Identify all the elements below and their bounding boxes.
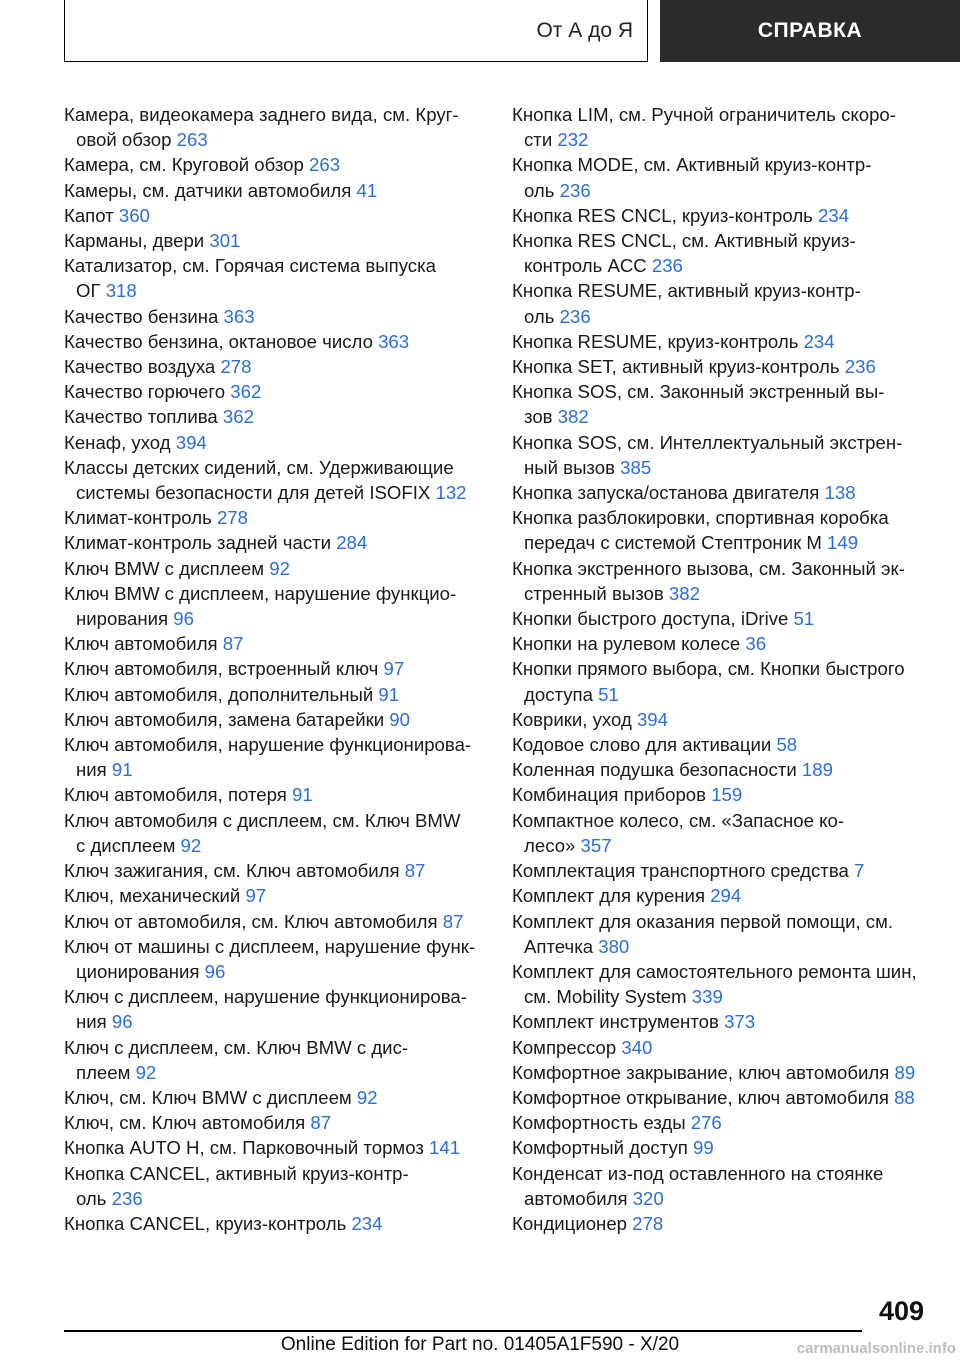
page-link[interactable]: 320 [632,1187,664,1209]
index-entry [512,228,952,278]
index-entry-text: Кнопка AUTO H, см. Парковочный тормоз [64,1137,430,1159]
index-entry [512,656,952,706]
index-entry-text: Кнопки быстрого доступа, iDrive [512,608,794,630]
index-entry [64,808,504,858]
index-entry [512,732,952,757]
index-entry-text: ционирования [76,960,205,982]
index-entry-text: Ключ автомобиля, нарушение функционирова- [64,734,472,756]
index-entry [512,1060,952,1085]
index-entry [64,934,504,984]
index-entry-text: Ключ зажигания, см. Ключ автомобиля [64,860,405,882]
index-entry-text: Камера, см. Круговой обзор [64,154,310,176]
index-entry [512,909,952,959]
page-link[interactable]: 236 [559,305,591,327]
index-entry-text: Кнопка RES CNCL, круиз-контроль [512,204,819,226]
page-link[interactable]: 236 [559,179,591,201]
index-column-right [512,102,952,1236]
index-entry-text: Комплект инструментов [512,1011,725,1033]
page-link[interactable]: 236 [651,255,683,277]
index-entry [64,203,504,228]
index-entry-text: Классы детских сидений, см. Удерживающие [64,456,454,478]
index-entry [512,1110,952,1135]
page-link[interactable]: 51 [793,608,815,630]
index-entry-text: нирования [76,608,174,630]
index-entry [512,1161,952,1211]
index-entry-text: Комфортное открывание, ключ автомобиля [512,1086,895,1108]
page-link[interactable]: 234 [818,204,850,226]
index-entry-text: Качество бензина, октановое число [64,330,379,352]
page-link[interactable]: 149 [827,532,859,554]
index-entry-text: овой обзор [76,129,177,151]
page-link[interactable]: 294 [710,885,742,907]
index-entry [512,278,952,328]
index-entry-text: Комбинация приборов [512,784,712,806]
index-entry-text: Камеры, см. датчики автомобиля [64,179,357,201]
page-link[interactable]: 278 [216,507,248,529]
index-entry-text: Капот [64,204,119,226]
index-entry [512,203,952,228]
index-entry [64,1110,504,1135]
index-entry-text: Ключ от автомобиля, см. Ключ автомобиля [64,910,443,932]
index-entry-text: Комплектация транспортного средства [512,860,854,882]
index-entry-text: Качество бензина [64,305,224,327]
index-entry [512,858,952,883]
index-entry [512,959,952,1009]
index-entry [64,732,504,782]
index-entry [64,858,504,883]
index-entry-text: контроль ACC [524,255,652,277]
page-link[interactable]: 394 [636,708,668,730]
page-link[interactable]: 382 [557,406,589,428]
index-entry-text: Качество воздуха [64,356,221,378]
page-link[interactable]: 278 [220,356,252,378]
index-entry-text: Кондиционер [512,1212,633,1234]
page-link[interactable]: 92 [356,1086,378,1108]
page-link[interactable]: 362 [222,406,254,428]
page-link[interactable]: 96 [204,960,226,982]
index-entry-text: Ключ автомобиля, дополнительный [64,683,379,705]
index-entry [64,354,504,379]
page-link[interactable]: 138 [824,482,856,504]
index-entry-text: Компрессор [512,1036,622,1058]
index-entry-text: Ключ BMW с дисплеем [64,557,270,579]
index-entry-text: Ключ, механический [64,885,246,907]
index-entry [512,354,952,379]
index-entry [64,430,504,455]
index-entry [512,480,952,505]
index-entry [64,631,504,656]
page-link[interactable]: 278 [632,1212,664,1234]
index-entry-text: Кнопки прямого выбора, см. Кнопки быстрого [512,658,905,680]
index-entry-text: Кнопка RESUME, круиз-контроль [512,330,804,352]
index-entry-text: системы безопасности для детей ISOFIX [76,482,436,504]
index-entry [64,1135,504,1160]
index-entry-text: Кодовое слово для активации [512,734,777,756]
index-entry [64,581,504,631]
index-entry-text: Комфортный доступ [512,1137,693,1159]
index-entry [64,1085,504,1110]
index-entry-text: Комплект для самостоятельного ремонта шин, [512,960,917,982]
index-entry-text: Кнопка SOS, см. Интеллектуальный экстрен- [512,431,903,453]
index-entry-text: Кнопка SET, активный круиз-контроль [512,356,845,378]
index-entry [512,505,952,555]
index-entry-text: Кнопка LIM, см. Ручной ограничитель скоро- [512,104,896,125]
index-entry-text: передач с системой Стептроник M [524,532,828,554]
page-link[interactable]: 132 [435,482,467,504]
index-entry [512,556,952,606]
index-entry-text: Кнопка запуска/останова двигателя [512,482,825,504]
index-entry [64,455,504,505]
index-entry [512,808,952,858]
index-entry-text: Кнопка MODE, см. Активный круиз-контр- [512,154,872,176]
index-entry-text: ОГ [76,280,106,302]
index-entry-text: автомобиля [524,1187,633,1209]
page-link[interactable]: 88 [894,1086,915,1108]
index-entry-text: с дисплеем [76,834,181,856]
index-entry-text: Ключ автомобиля, встроенный ключ [64,658,384,680]
index-entry [512,379,952,429]
index-entry-text: доступа [524,683,599,705]
index-entry-text: Камера, видеокамера заднего вида, см. Круг- [64,104,459,125]
index-entry [64,379,504,404]
index-entry [512,1135,952,1160]
index-entry-text: см. Mobility System [524,986,692,1008]
index-entry-text: Кенаф, уход [64,431,176,453]
page-link[interactable]: 97 [383,658,405,680]
index-entry [512,102,952,152]
index-entry [64,304,504,329]
index-entry-text: Ключ автомобиля с дисплеем, см. Ключ BMW [64,809,461,831]
index-entry [64,556,504,581]
index-entry-text: Кнопки на рулевом колесе [512,633,746,655]
page-link[interactable]: 263 [176,129,208,151]
index-entry-text: оль [524,179,560,201]
page-link[interactable]: 363 [223,305,255,327]
index-entry-text: Комфортное закрывание, ключ автомобиля [512,1061,895,1083]
index-entry [64,530,504,555]
page-number: 409 [878,1296,924,1326]
index-entry-text: Качество топлива [64,406,223,428]
index-entry [64,682,504,707]
index-entry-text: Аптечка [524,935,599,957]
page-link[interactable]: 236 [111,1187,143,1209]
page-link[interactable]: 382 [668,582,700,604]
page-link[interactable]: 380 [598,935,630,957]
index-entry-text: ния [76,1011,112,1033]
index-entry [64,253,504,303]
index-entry [64,656,504,681]
index-entry-text: ния [76,759,112,781]
index-entry [64,984,504,1034]
index-entry-text: Кнопка SOS, см. Законный экстренный вы- [512,381,885,403]
index-entry-text: Кнопка CANCEL, активный круиз-контр- [64,1162,409,1184]
footer-divider [64,1330,862,1332]
page-link[interactable]: 92 [269,557,290,579]
page-link[interactable]: 189 [801,759,833,781]
page-link[interactable]: 96 [111,1011,133,1033]
index-entry-text: Комплект для оказания первой помощи, см. [512,910,894,932]
page-link[interactable]: 97 [245,885,267,907]
index-entry-text: Ключ автомобиля, замена батарейки [64,708,390,730]
page-link[interactable]: 99 [692,1137,714,1159]
page-link[interactable]: 276 [690,1112,722,1134]
page-link[interactable]: 87 [222,633,244,655]
page-link[interactable]: 232 [557,129,589,151]
index-entry [512,1035,952,1060]
index-entry-text: Кнопка RES CNCL, см. Активный круиз- [512,230,856,252]
index-entry [64,228,504,253]
index-entry [64,329,504,354]
page-link[interactable]: 7 [854,860,865,882]
page-link[interactable]: 385 [620,456,652,478]
page-link[interactable]: 340 [621,1036,653,1058]
index-entry-text: Кнопка CANCEL, круиз-контроль [64,1212,352,1234]
index-entry-text: Карманы, двери [64,230,210,252]
page-link[interactable]: 357 [580,834,612,856]
index-entry-text: сти [524,129,558,151]
index-entry-text: Комплект для курения [512,885,711,907]
page-link[interactable]: 234 [351,1212,383,1234]
index-entry [512,329,952,354]
index-entry-text: Ключ, см. Ключ автомобиля [64,1112,311,1134]
index-entry [512,606,952,631]
index-entry-text: оль [524,305,560,327]
index-entry [512,883,952,908]
index-entry-text: Коленная подушка безопасности [512,759,802,781]
index-entry-text: лесо» [524,834,581,856]
index-entry-text: стренный вызов [524,582,669,604]
chapter-title: СПРАВКА [757,19,863,42]
index-entry [64,909,504,934]
index-entry-text: Ключ с дисплеем, см. Ключ BMW с дис- [64,1036,409,1058]
index-entry [512,631,952,656]
index-entry-text: зов [524,406,558,428]
index-entry-text: Катализатор, см. Горячая система выпуска [64,255,436,277]
page-link[interactable]: 87 [310,1112,332,1134]
page-link[interactable]: 90 [389,708,410,730]
index-entry [512,152,952,202]
page-link[interactable]: 284 [336,532,368,554]
index-entry [512,1211,952,1236]
page-link[interactable]: 236 [844,356,876,378]
page-link[interactable]: 263 [309,154,341,176]
index-entry [512,1085,952,1110]
index-column-left [64,102,504,1236]
page-link[interactable]: 362 [230,381,262,403]
index-entry [64,152,504,177]
page-link[interactable]: 234 [803,330,835,352]
page-link[interactable]: 91 [111,759,133,781]
page-link[interactable]: 360 [118,204,150,226]
index-entry-text: Ключ с дисплеем, нарушение функционирова- [64,986,467,1008]
index-entry-text: Климат-контроль задней части [64,532,337,554]
index-entry-text: ный вызов [524,456,621,478]
watermark: carmanualsonline.info [796,1340,956,1357]
index-entry-text: Кнопка экстренного вызова, см. Законный эк- [512,557,905,579]
index-entry-text: Кнопка RESUME, активный круиз-контр- [512,280,861,302]
index-entry [64,102,504,152]
index-entry [64,178,504,203]
page-link[interactable]: 339 [691,986,723,1008]
index-entry [512,782,952,807]
index-entry-text: Коврики, уход [512,708,637,730]
index-entry [512,757,952,782]
index-entry [64,782,504,807]
index-entry-text: Ключ, см. Ключ BMW с дисплеем [64,1086,357,1108]
page-link[interactable]: 41 [356,179,378,201]
page-link[interactable]: 91 [378,683,400,705]
index-entry-text: плеем [76,1061,136,1083]
page-link[interactable]: 373 [724,1011,756,1033]
footer-edition: Online Edition for Part no. 01405A1F590 - X/20 [280,1334,680,1355]
section-title: От А до Я [536,18,633,42]
page-link[interactable]: 51 [598,683,619,705]
page-link[interactable]: 394 [175,431,207,453]
page-link[interactable]: 91 [291,784,313,806]
index-entry-text: Компактное колесо, см. «Запасное ко- [512,809,845,831]
index-entry-text: Кнопка разблокировки, спортивная коробка [512,507,889,529]
page-link[interactable]: 92 [180,834,202,856]
page-link[interactable]: 318 [105,280,137,302]
index-entry [512,707,952,732]
index-entry [64,505,504,530]
page-link[interactable]: 87 [404,860,426,882]
index-entry [64,707,504,732]
index-entry-text: оль [76,1187,112,1209]
page-link[interactable]: 92 [135,1061,157,1083]
page-link[interactable]: 89 [894,1061,916,1083]
index-entry-text: Ключ от машины с дисплеем, нарушение функ- [64,935,476,957]
page-link[interactable]: 363 [378,330,410,352]
index-entry-text: Ключ автомобиля [64,633,223,655]
section-tab[interactable] [64,0,648,62]
index-entry [64,1035,504,1085]
index-entry-text: Климат-контроль [64,507,217,529]
index-entry [512,1009,952,1034]
page-link[interactable]: 141 [429,1137,461,1159]
page-link[interactable]: 96 [173,608,194,630]
index-entry-text: Ключ BMW с дисплеем, нарушение функцио- [64,582,457,604]
index-entry-text: Качество горючего [64,381,231,403]
page-link[interactable]: 87 [442,910,464,932]
index-entry [64,404,504,429]
chapter-tab[interactable] [660,0,960,62]
page-link[interactable]: 159 [711,784,743,806]
index-entry-text: Комфортность езды [512,1112,691,1134]
index-entry [64,883,504,908]
page-link[interactable]: 36 [745,633,767,655]
index-entry [64,1211,504,1236]
page-link[interactable]: 301 [209,230,241,252]
index-entry-text: Ключ автомобиля, потеря [64,784,292,806]
index-entry [512,430,952,480]
index-entry [64,1161,504,1211]
index-entry-text: Конденсат из-под оставленного на стоянке [512,1162,884,1184]
page-link[interactable]: 58 [776,734,798,756]
